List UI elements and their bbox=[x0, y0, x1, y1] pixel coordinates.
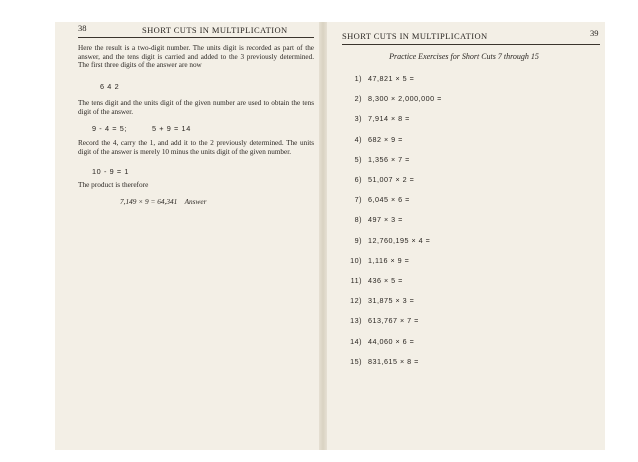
equation-1b: 5 + 9 = 14 bbox=[152, 124, 191, 133]
exercises-caption: Practice Exercises for Short Cuts 7 through 15 bbox=[389, 52, 539, 61]
exercise-item bbox=[342, 135, 403, 144]
exercise-number: 6) bbox=[354, 175, 362, 184]
exercise-number: 1) bbox=[354, 74, 362, 83]
exercise-number: 8) bbox=[354, 215, 362, 225]
exercise-item bbox=[342, 114, 410, 123]
left-running-head: SHORT CUTS IN MULTIPLICATION bbox=[142, 25, 288, 35]
equation-1a: 9 - 4 = 5; bbox=[92, 124, 128, 133]
exercise-text: 831,615 × 8 = bbox=[368, 356, 419, 366]
product-line bbox=[120, 197, 206, 206]
exercise-item bbox=[342, 296, 414, 305]
exercise-text: 31,875 × 3 = bbox=[368, 296, 415, 306]
exercise-item bbox=[342, 175, 414, 184]
left-header-rule bbox=[78, 37, 314, 38]
exercise-text: 436 × 5 = bbox=[368, 276, 403, 285]
exercise-text: 1,116 × 9 = bbox=[368, 255, 410, 265]
paragraph-4: The product is therefore bbox=[78, 180, 149, 189]
exercise-text: 44,060 × 6 = bbox=[368, 336, 415, 346]
exercise-item bbox=[342, 316, 419, 325]
exercise-number: 4) bbox=[354, 134, 362, 144]
exercise-text: 613,767 × 7 = bbox=[368, 316, 419, 326]
exercise-number: 7) bbox=[354, 195, 362, 205]
left-page bbox=[55, 22, 323, 450]
exercise-number: 13) bbox=[350, 316, 362, 326]
answer-label: Answer bbox=[184, 197, 207, 206]
exercise-item bbox=[342, 155, 410, 164]
exercise-number: 14) bbox=[350, 336, 362, 346]
exercise-text: 1,356 × 7 = bbox=[368, 154, 410, 164]
equation-2: 10 - 9 = 1 bbox=[92, 167, 130, 176]
exercise-number: 11) bbox=[350, 276, 362, 285]
right-page-number: 39 bbox=[590, 28, 599, 38]
paragraph-1: Here the result is a two-digit number. The units digit is recorded as part of the answer, and the tens digit is carried and added to the 3 previously determined. The first three digits of the answer are now bbox=[78, 44, 314, 70]
product-expression: 7,149 × 9 = 64,341 bbox=[120, 197, 178, 206]
book-gutter bbox=[319, 22, 327, 450]
exercise-item bbox=[342, 215, 403, 224]
exercise-number: 10) bbox=[350, 255, 362, 265]
exercise-text: 47,821 × 5 = bbox=[368, 74, 415, 83]
exercise-number: 3) bbox=[354, 114, 362, 124]
exercise-item bbox=[342, 357, 419, 366]
exercise-text: 7,914 × 8 = bbox=[368, 114, 410, 124]
exercise-number: 15) bbox=[350, 356, 362, 366]
exercise-text: 497 × 3 = bbox=[368, 215, 403, 225]
exercise-item bbox=[342, 276, 403, 285]
digits-642: 6 4 2 bbox=[100, 82, 120, 91]
exercise-item bbox=[342, 337, 414, 346]
exercise-text: 8,300 × 2,000,000 = bbox=[368, 94, 442, 104]
exercise-text: 12,760,195 × 4 = bbox=[368, 235, 431, 245]
exercise-number: 12) bbox=[350, 296, 362, 306]
exercise-item bbox=[342, 256, 409, 265]
exercise-item bbox=[342, 94, 442, 103]
exercise-item bbox=[342, 74, 414, 83]
paragraph-2: The tens digit and the units digit of the given number are used to obtain the tens digit of the answer. bbox=[78, 99, 314, 116]
left-page-number: 38 bbox=[78, 23, 87, 33]
exercise-number: 5) bbox=[354, 154, 362, 164]
exercise-item bbox=[342, 236, 430, 245]
exercise-text: 682 × 9 = bbox=[368, 134, 403, 144]
right-header-rule bbox=[342, 44, 600, 45]
exercise-number: 9) bbox=[354, 235, 362, 245]
paragraph-3: Record the 4, carry the 1, and add it to the 2 previously determined. The units digit of the answer is merely 10 minus the units digit of the given number. bbox=[78, 139, 314, 156]
right-running-head: SHORT CUTS IN MULTIPLICATION bbox=[342, 31, 488, 41]
exercise-number: 2) bbox=[354, 94, 362, 104]
exercise-text: 6,045 × 6 = bbox=[368, 195, 410, 205]
exercise-text: 51,007 × 2 = bbox=[368, 175, 415, 184]
exercise-item bbox=[342, 195, 410, 204]
